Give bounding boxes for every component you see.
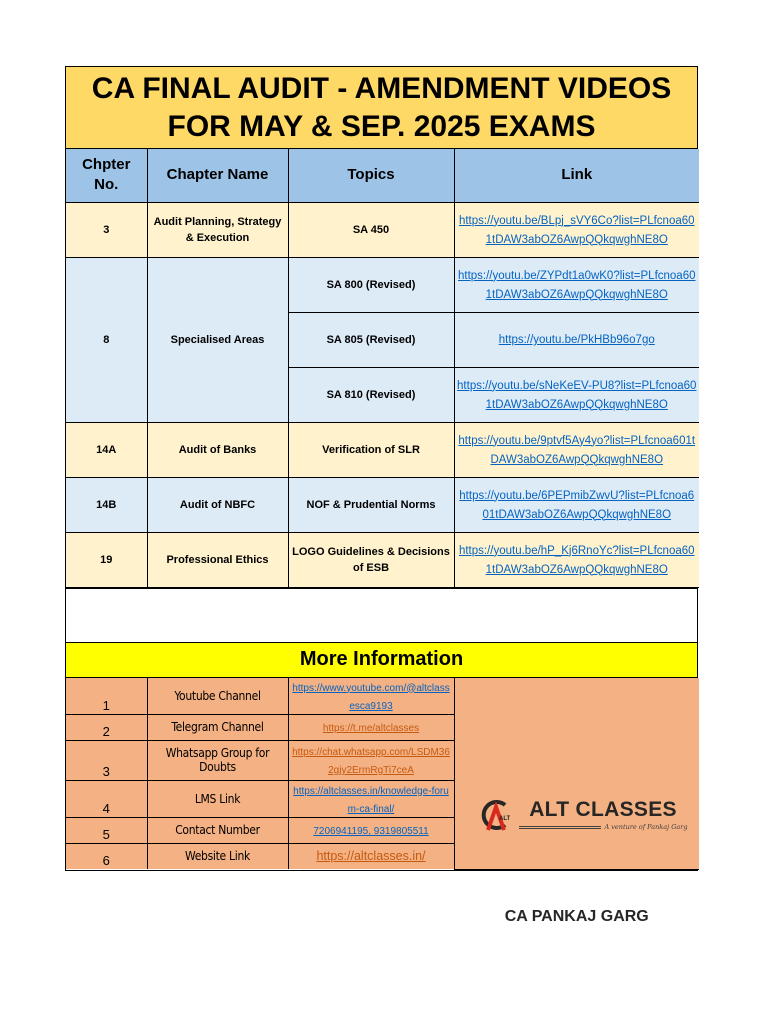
col-header-chapter-no: Chpter No. [66,149,147,202]
info-label: Whatsapp Group for Doubts [147,740,288,780]
chapter-no: 19 [66,532,147,587]
info-row [66,678,699,715]
chapter-no: 8 [66,257,147,422]
col-header-link: Link [454,149,699,202]
info-label: LMS Link [147,780,288,817]
chapter-no: 3 [66,202,147,257]
chapter-name: Specialised Areas [147,257,288,422]
logo-mark-text: ALT [498,816,510,822]
contact-number-link[interactable]: 7206941195, 9319805511 [313,826,429,837]
topic: SA 805 (Revised) [288,312,454,367]
logo-divider [519,826,601,829]
table-row [66,257,699,312]
chapter-name: Audit Planning, Strategy & Execution [147,202,288,257]
table-row [66,477,699,532]
info-no: 5 [66,817,147,843]
alt-logo-icon [479,797,513,833]
topic: NOF & Prudential Norms [288,477,454,532]
col-header-chapter-name: Chapter Name [147,149,288,202]
more-information-table [66,678,699,925]
topic: LOGO Guidelines & Decisions of ESB [288,532,454,587]
logo-brand-name: ALT CLASSES [529,798,677,821]
owner-name: CA PANKAJ GARG [504,908,649,925]
website-link[interactable]: https://altclasses.in/ [316,849,426,864]
video-link[interactable]: https://youtu.be/6PEPmibZwvU?list=PLfcnoa601tDAW3abOZ6AwpQQkqwghNE8O [459,489,695,521]
lms-link[interactable]: https://altclasses.in/knowledge-forum-ca-final/ [293,785,449,815]
info-no: 4 [66,780,147,817]
video-link[interactable]: https://youtu.be/BLpj_sVY6Co?list=PLfcnoa601tDAW3abOZ6AwpQQkqwghNE8O [458,214,695,246]
topic: SA 800 (Revised) [288,257,454,312]
info-label: Youtube Channel [147,678,288,715]
whatsapp-group-link[interactable]: https://chat.whatsapp.com/LSDM362gjy2ErmRgTi7ceA [292,747,450,776]
table-header-row [66,149,699,202]
youtube-channel-link[interactable]: https://www.youtube.com/@altclassesca9193 [292,682,450,712]
info-no: 2 [66,714,147,740]
topic: Verification of SLR [288,422,454,477]
chapter-name: Professional Ethics [147,532,288,587]
video-link[interactable]: https://youtu.be/9ptvf5Ay4yo?list=PLfcnoa601tDAW3abOZ6AwpQQkqwghNE8O [458,434,696,466]
logo-tagline: A venture of Pankaj Garg [604,823,688,831]
video-link[interactable]: https://youtu.be/ZYPdt1a0wK0?list=PLfcnoa601tDAW3abOZ6AwpQQkqwghNE8O [457,269,696,301]
info-no: 3 [66,740,147,780]
chapter-name: Audit of NBFC [147,477,288,532]
video-link[interactable]: https://youtu.be/PkHBb96o7go [498,334,655,346]
chapter-no: 14B [66,477,147,532]
info-no: 1 [66,678,147,715]
info-label: Website Link [147,843,288,869]
amendment-sheet [65,66,698,925]
alt-classes-logo [479,797,688,833]
table-row [66,422,699,477]
sheet-title: CA FINAL AUDIT - AMENDMENT VIDEOS FOR MAY & SEP. 2025 EXAMS [66,67,697,149]
info-label: Contact Number [147,817,288,843]
info-label: Telegram Channel [147,714,288,740]
info-no: 6 [66,843,147,869]
video-link[interactable]: https://youtu.be/sNeKeEV-PU8?list=PLfcnoa601tDAW3abOZ6AwpQQkqwghNE8O [457,379,697,411]
chapter-no: 14A [66,422,147,477]
blank-spacer-row [66,588,697,643]
telegram-channel-link[interactable]: https://t.me/altclasses [322,723,420,734]
more-information-heading: More Information [66,643,697,678]
table-row [66,202,699,257]
topic: SA 450 [288,202,454,257]
topic: SA 810 (Revised) [288,367,454,422]
amendment-table [66,149,699,588]
logo-panel [454,678,699,925]
video-link[interactable]: https://youtu.be/hP_Kj6RnoYc?list=PLfcnoa601tDAW3abOZ6AwpQQkqwghNE8O [458,544,695,576]
chapter-name: Audit of Banks [147,422,288,477]
table-row [66,532,699,587]
col-header-topics: Topics [288,149,454,202]
